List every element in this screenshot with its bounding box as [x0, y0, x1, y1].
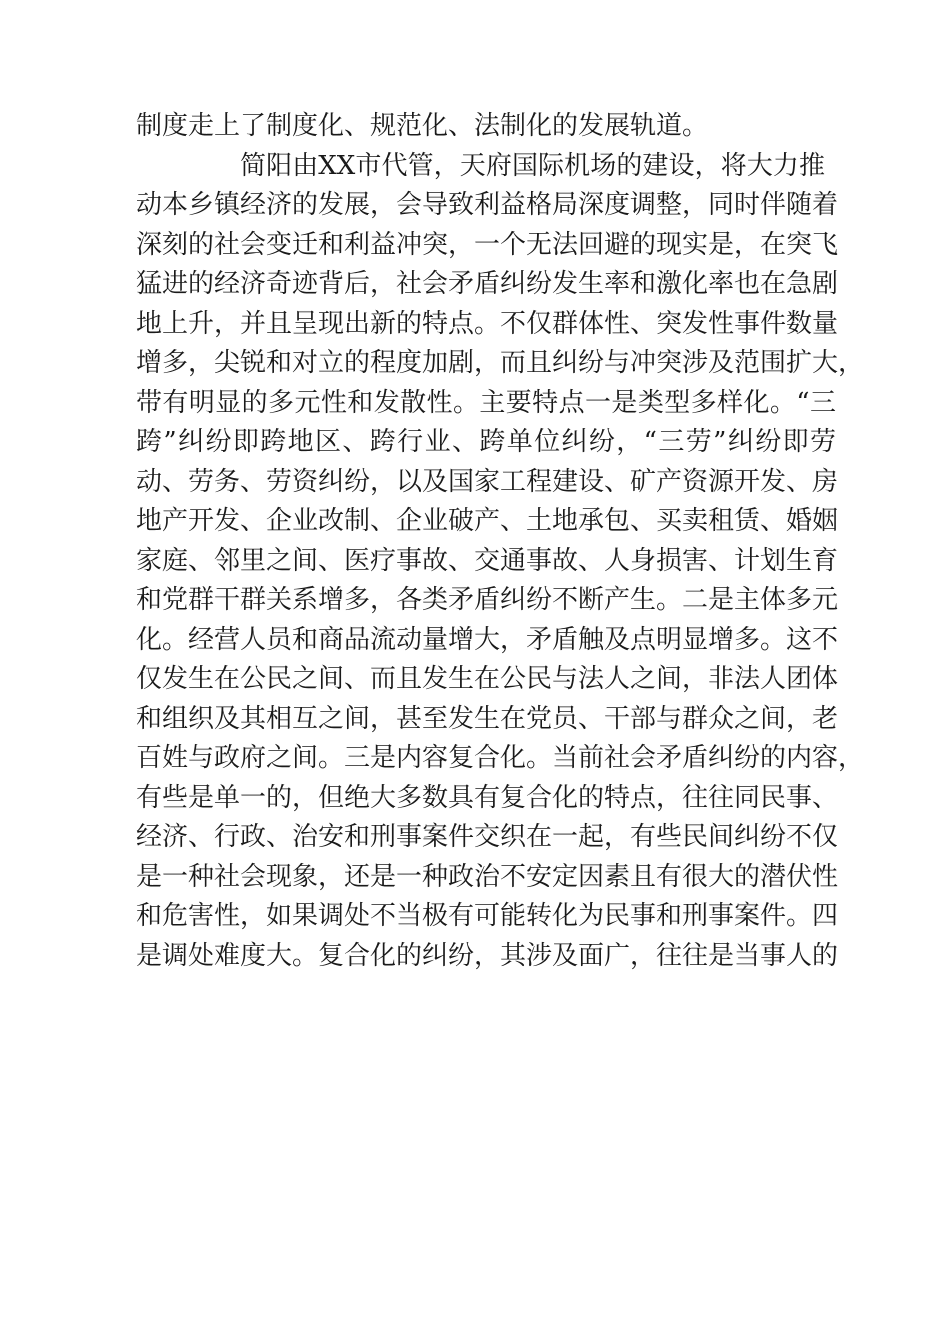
text-line: 动、劳务、劳资纠纷，以及国家工程建设、矿产资源开发、房 — [136, 466, 839, 497]
text-line: 和组织及其相互之间，甚至发生在党员、干部与群众之间，老 — [136, 703, 839, 734]
text-line: 和党群干群关系增多，各类矛盾纠纷不断产生。二是主体多元 — [136, 585, 839, 615]
text-line: 跨”纠纷即跨地区、跨行业、跨单位纠纷，“三劳”纠纷即劳 — [136, 427, 836, 457]
text-line: 深刻的社会变迁和利益冲突，一个无法回避的现实是，在突飞 — [136, 229, 839, 260]
text-line: 猛进的经济奇迹背后，社会矛盾纠纷发生率和激化率也在急剧 — [136, 269, 839, 299]
text-line: 是调处难度大。复合化的纠纷，其涉及面广，往往是当事人的 — [136, 940, 839, 971]
text-line: 制度走上了制度化、规范化、法制化的发展轨道。 — [136, 111, 709, 141]
text-line: 有些是单一的，但绝大多数具有复合化的特点，往往同民事、 — [136, 782, 839, 813]
text-line: 增多，尖锐和对立的程度加剧，而且纠纷与冲突涉及范围扩大， — [136, 348, 865, 378]
paragraph-first-line: 简阳由XX市代管，天府国际机场的建设，将大力推 — [240, 150, 825, 181]
text-line: 地产开发、企业改制、企业破产、土地承包、买卖租赁、婚姻 — [136, 506, 839, 536]
text-line: 仅发生在公民之间、而且发生在公民与法人之间，非法人团体 — [136, 664, 839, 694]
text-line: 家庭、邻里之间、医疗事故、交通事故、人身损害、计划生育 — [136, 545, 839, 576]
text-line: 化。经营人员和商品流动量增大，矛盾触及点明显增多。这不 — [136, 624, 839, 655]
text-line: 地上升，并且呈现出新的特点。不仅群体性、突发性事件数量 — [136, 308, 839, 339]
text-line: 带有明显的多元性和发散性。主要特点一是类型多样化。“三 — [136, 387, 836, 418]
body-text — [136, 107, 865, 976]
text-line: 和危害性，如果调处不当极有可能转化为民事和刑事案件。四 — [136, 901, 839, 931]
text-line: 动本乡镇经济的发展，会导致利益格局深度调整，同时伴随着 — [136, 190, 839, 220]
text-line: 百姓与政府之间。三是内容复合化。当前社会矛盾纠纷的内容， — [136, 743, 865, 773]
text-line: 经济、行政、治安和刑事案件交织在一起，有些民间纠纷不仅 — [136, 822, 839, 852]
text-line: 是一种社会现象，还是一种政治不安定因素且有很大的潜伏性 — [136, 861, 839, 892]
